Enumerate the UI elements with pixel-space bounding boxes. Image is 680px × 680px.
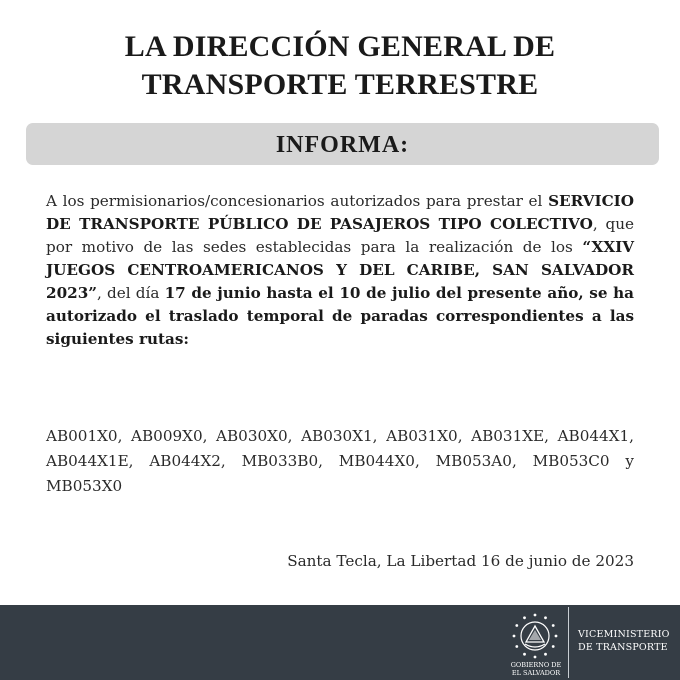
place-date: Santa Tecla, La Libertad 16 de junio de 2023 xyxy=(287,552,634,570)
vice-line-1: VICEMINISTERIO xyxy=(578,629,670,640)
informa-banner: INFORMA: xyxy=(26,123,659,165)
title-line-1: LA DIRECCIÓN GENERAL DE xyxy=(124,30,556,63)
notice-date-range: 17 de junio hasta el 10 de julio del presente año, se ha autorizado el traslado temporal de paradas correspondientes a las siguientes rutas: xyxy=(46,284,635,348)
gobierno-line-2: EL SALVADOR xyxy=(511,668,561,677)
notice-text-2: , que por motivo de las sedes establecidas para la realización de los xyxy=(46,215,634,256)
coat-of-arms-icon xyxy=(510,611,560,661)
gobierno-line-1: GOBIERNO DE xyxy=(510,661,562,669)
vice-line-2: DE TRANSPORTE xyxy=(578,642,668,653)
notice-text-1: A los permisionarios/concesionarios autorizados para prestar el xyxy=(46,192,549,210)
notice-paragraph xyxy=(46,190,634,351)
notice-event-name: “XXIV JUEGOS CENTROAMERICANOS Y DEL CARIBE, SAN SALVADOR 2023” xyxy=(46,238,634,302)
routes-list: AB001X0, AB009X0, AB030X0, AB030X1, AB031X0, AB031XE, AB044X1, AB044X1E, AB044X2, MB033B0, MB044X0, MB053A0, MB053C0 y MB053X0 xyxy=(46,427,634,495)
gobierno-label xyxy=(500,662,572,677)
notice-text-3: , del día xyxy=(97,284,165,302)
footer-bar xyxy=(0,605,680,680)
page-title xyxy=(0,28,680,104)
footer-divider xyxy=(568,607,569,678)
title-line-2: TRANSPORTE TERRESTRE xyxy=(141,68,539,101)
notice-service-type: SERVICIO DE TRANSPORTE PÚBLICO DE PASAJEROS TIPO COLECTIVO xyxy=(46,192,634,233)
viceministerio-label xyxy=(578,628,678,654)
